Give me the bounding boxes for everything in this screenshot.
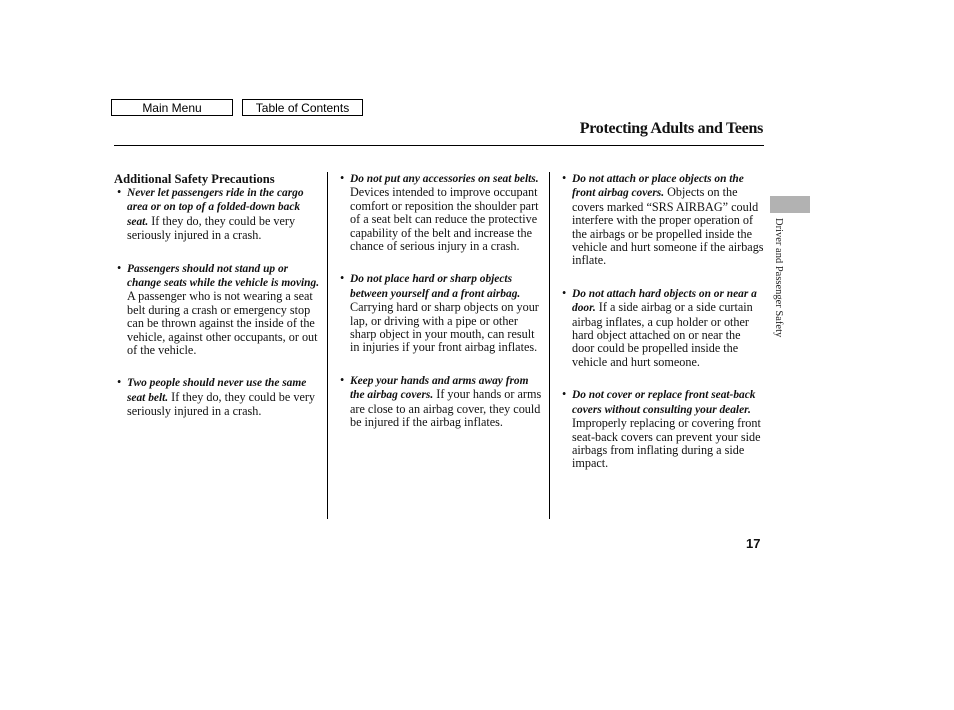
page-title: Protecting Adults and Teens (579, 120, 763, 137)
item-text: If a side airbag or a side curtain airbag inflates, a cup holder or other hard object attached on or near the door could be propelled inside the vehicle and hurt someone. (572, 300, 753, 369)
column-divider (549, 172, 550, 519)
list-item (114, 376, 320, 418)
bullet-icon: • (562, 171, 567, 185)
item-lead: Do not place hard or sharp objects between yourself and a front airbag. (350, 273, 521, 300)
item-lead: Do not attach hard objects on or near a door. (572, 287, 757, 315)
main-menu-button[interactable]: Main Menu (111, 99, 233, 116)
item-lead: Passengers should not stand up or change seats while the vehicle is moving. (127, 262, 320, 290)
item-lead: Do not attach or place objects on the front airbag covers. (572, 173, 744, 200)
list-item (337, 272, 543, 354)
item-text: If they do, they could be very seriously injured in a crash. (127, 213, 296, 243)
section-tab-label: Driver and Passenger Safety (773, 218, 784, 338)
item-text: Carrying hard or sharp objects on your lap, or driving with a pipe or other sharp object in your mouth, can result in injuries if your front airbag inflates. (350, 300, 539, 355)
list-item (114, 262, 320, 358)
bullet-icon: • (117, 185, 122, 199)
section-tab-marker (770, 196, 810, 213)
item-lead: Two people should never use the same seat belt. (127, 377, 307, 404)
item-text: If they do, they could be very seriously injured in a crash. (127, 389, 316, 419)
list-item (559, 172, 765, 268)
bullet-icon: • (562, 285, 567, 300)
table-of-contents-button[interactable]: Table of Contents (242, 99, 363, 116)
item-text: Improperly replacing or covering front seat-back covers can prevent your side airbags from inflating during a side impact. (572, 416, 761, 471)
bullet-icon: • (340, 171, 345, 185)
bullet-icon: • (117, 375, 122, 390)
section-heading: Additional Safety Precautions (114, 172, 275, 186)
bullet-icon: • (340, 372, 345, 387)
bullet-icon: • (562, 387, 567, 402)
column-divider (327, 172, 328, 519)
item-lead: Keep your hands and arms away from the airbag covers. (350, 374, 529, 402)
item-text: If your hands or arms are close to an airbag cover, they could be injured if the airbag inflates. (350, 387, 542, 430)
page-number: 17 (746, 536, 761, 551)
list-item (337, 374, 543, 430)
item-text: A passenger who is not wearing a seat belt during a crash or emergency stop can be thrown against the inside of the vehicle, against other occupants, or out of the vehicle. (127, 289, 318, 358)
column-1 (114, 172, 320, 419)
item-lead: Never let passengers ride in the cargo area or on top of a folded-down back seat. (127, 187, 304, 228)
item-lead: Do not cover or replace front seat-back covers without consulting your dealer. (572, 389, 756, 416)
item-text: Objects on the covers marked “SRS AIRBAG” could interfere with the proper operation of the airbags or be propelled inside the vehicle and hurt someone if the airbags inflate. (572, 185, 764, 268)
list-item (559, 388, 765, 470)
column-2 (337, 172, 543, 430)
title-divider (114, 145, 764, 146)
bullet-icon: • (117, 260, 122, 275)
bullet-icon: • (340, 271, 345, 286)
list-item (337, 172, 543, 253)
item-lead: Do not put any accessories on seat belts. (350, 173, 539, 185)
item-text: Devices intended to improve occupant comfort or reposition the shoulder part of a seat belt can reduce the protective capability of the belt and increase the chance of serious injury in a crash. (350, 185, 539, 254)
list-item (114, 186, 320, 243)
list-item (559, 287, 765, 369)
column-3 (559, 172, 765, 471)
